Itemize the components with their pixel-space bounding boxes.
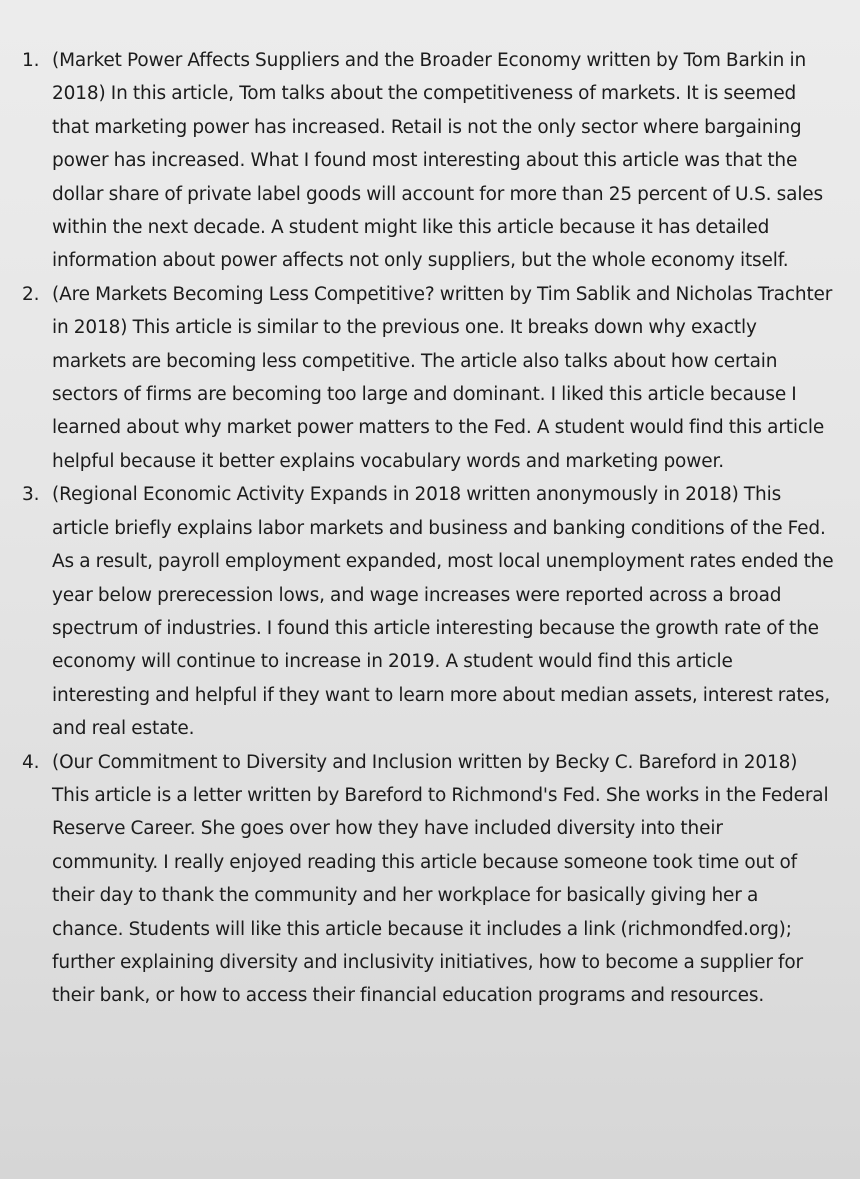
list-number: 1. bbox=[22, 50, 40, 71]
list-number: 2. bbox=[22, 283, 40, 305]
list-item-article-4 bbox=[22, 746, 834, 1013]
list-item-article-1 bbox=[22, 44, 834, 278]
article-summary: (Are Markets Becoming Less Competitive? written by Tim Sablik and Nicholas Trachter in 2018) This article is similar to the previous one. It breaks down why exactly markets are becoming less competitive. The article also talks about how certain sectors of firms are becoming too large and dominant. I liked this article because I learned about why market power matters to the Fed. A student would find this article helpful because it better explains vocabulary words and marketing power. bbox=[52, 283, 833, 472]
list-number: 3. bbox=[22, 484, 40, 506]
article-summary: (Our Commitment to Diversity and Inclusion written by Becky C. Bareford in 2018) This article is a letter written by Bareford to Richmond's Fed. She works in the Federal Reserve Career. She goes over how they have included diversity into their community. I really enjoyed reading this article because someone took time out of their day to thank the community and her workplace for basically giving her a chance. Students will like this article because it includes a link (richmondfed.org); further explaining diversity and inclusivity initiatives, how to become a supplier for their bank, or how to access their financial education programs and resources. bbox=[52, 751, 829, 1007]
list-item-article-3 bbox=[22, 478, 834, 745]
article-list bbox=[22, 44, 834, 1013]
list-item-article-2 bbox=[22, 278, 834, 478]
article-summary: (Market Power Affects Suppliers and the Broader Economy written by Tom Barkin in 2018) In this article, Tom talks about the competitiveness of markets. It is seemed that marketing power has increased. Retail is not the only sector where bargaining power has increased. What I found most interesting about this article was that the dollar share of private label goods will account for more than 25 percent of U.S. sales within the next decade. A student might like this article because it has detailed information about power affects not only suppliers, but the whole economy itself. bbox=[52, 50, 824, 272]
article-summary: (Regional Economic Activity Expands in 2018 written anonymously in 2018) This article briefly explains labor markets and business and banking conditions of the Fed. As a result, payroll employment expanded, most local unemployment rates ended the year below prerecession lows, and wage increases were reported across a broad spectrum of industries. I found this article interesting because the growth rate of the economy will continue to increase in 2019. A student would find this article interesting and helpful if they want to learn more about median assets, interest rates, and real estate. bbox=[52, 484, 834, 740]
list-number: 4. bbox=[22, 751, 40, 773]
